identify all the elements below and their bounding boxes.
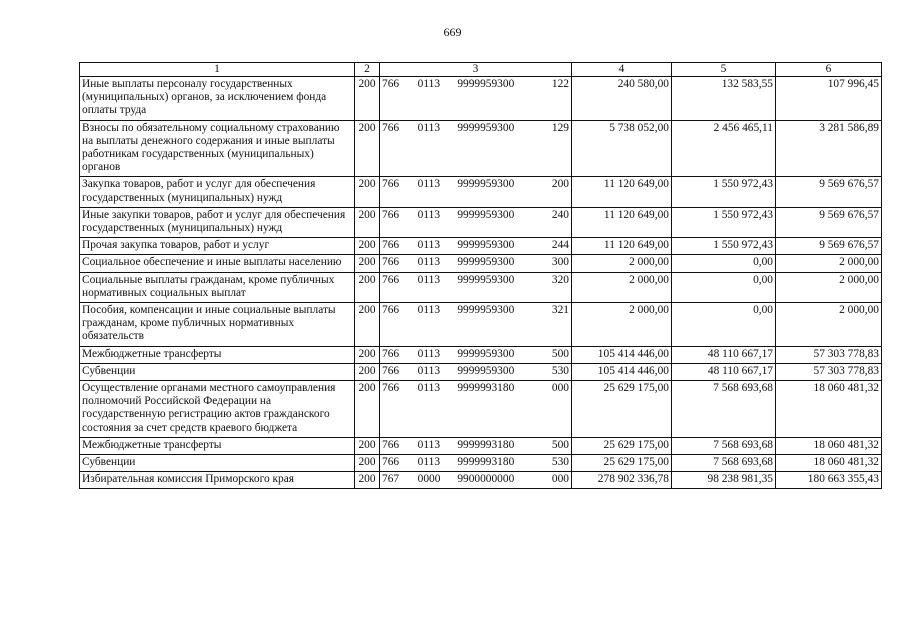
code-section: 0113 — [417, 382, 441, 395]
row-name: Закупка товаров, работ и услуг для обеспечения государственных (муниципальных) нужд — [80, 177, 355, 207]
row-budget-code — [380, 303, 572, 347]
row-amount-col6: 57 303 778,83 — [776, 363, 882, 380]
budget-code-parts — [382, 304, 569, 317]
table-row — [80, 272, 882, 302]
header-cell-2: 2 — [355, 63, 380, 77]
row-amount-col4: 11 120 649,00 — [572, 207, 672, 237]
header-cell-4: 4 — [572, 63, 672, 77]
code-ved: 766 — [382, 178, 400, 191]
row-budget-code — [380, 238, 572, 255]
table-row — [80, 346, 882, 363]
row-amount-col5: 1 550 972,43 — [672, 177, 776, 207]
row-amount-col6: 18 060 481,32 — [776, 437, 882, 454]
code-expense-type: 240 — [551, 208, 569, 221]
code-ved: 766 — [382, 239, 400, 252]
code-ved: 766 — [382, 78, 400, 90]
table-row — [80, 437, 882, 454]
code-expense-type: 320 — [551, 273, 569, 286]
code-expense-type: 129 — [551, 121, 569, 134]
code-expense-type: 530 — [551, 364, 569, 377]
code-target-article: 9999959300 — [457, 256, 515, 269]
row-amount-col5: 48 110 667,17 — [672, 363, 776, 380]
table-row — [80, 77, 882, 121]
row-amount-col5: 2 456 465,11 — [672, 120, 776, 177]
row-budget-code — [380, 272, 572, 302]
row-budget-code — [380, 255, 572, 272]
code-target-article: 9999959300 — [457, 273, 515, 286]
row-amount-col5: 0,00 — [672, 272, 776, 302]
row-amount-col4: 25 629 175,00 — [572, 455, 672, 472]
row-amount-col5: 48 110 667,17 — [672, 346, 776, 363]
row-name: Прочая закупка товаров, работ и услуг — [80, 238, 355, 255]
code-expense-type: 530 — [551, 456, 569, 469]
row-budget-code — [380, 177, 572, 207]
row-code-main-admin: 200 — [355, 437, 380, 454]
row-code-main-admin: 200 — [355, 238, 380, 255]
code-target-article: 9999959300 — [457, 178, 515, 191]
row-code-main-admin: 200 — [355, 272, 380, 302]
code-expense-type: 321 — [551, 304, 569, 317]
row-name: Субвенции — [80, 455, 355, 472]
code-expense-type: 122 — [551, 78, 569, 90]
row-name: Субвенции — [80, 363, 355, 380]
code-target-article: 9999959300 — [457, 347, 515, 360]
budget-code-parts — [382, 473, 569, 486]
table-row — [80, 303, 882, 347]
code-target-article: 9999993180 — [457, 456, 515, 469]
header-cell-3: 3 — [380, 63, 572, 77]
code-expense-type: 300 — [551, 256, 569, 269]
code-section: 0113 — [417, 256, 441, 269]
row-amount-col4: 105 414 446,00 — [572, 346, 672, 363]
table-row — [80, 363, 882, 380]
code-target-article: 9999959300 — [457, 121, 515, 134]
row-amount-col6: 2 000,00 — [776, 255, 882, 272]
budget-table — [79, 62, 882, 489]
code-target-article: 9999959300 — [457, 208, 515, 221]
row-amount-col6: 9 569 676,57 — [776, 207, 882, 237]
table-row — [80, 120, 882, 177]
row-amount-col4: 2 000,00 — [572, 303, 672, 347]
row-amount-col6: 18 060 481,32 — [776, 455, 882, 472]
page-number: 669 — [443, 25, 462, 39]
row-amount-col5: 1 550 972,43 — [672, 207, 776, 237]
code-expense-type: 200 — [551, 178, 569, 191]
header-cell-1: 1 — [80, 63, 355, 77]
row-amount-col4: 2 000,00 — [572, 272, 672, 302]
code-ved: 766 — [382, 438, 400, 451]
code-expense-type: 500 — [551, 347, 569, 360]
row-name: Межбюджетные трансферты — [80, 346, 355, 363]
budget-code-parts — [382, 382, 569, 395]
code-ved: 766 — [382, 273, 400, 286]
row-name: Осуществление органами местного самоуправления полномочий Российской Федерации на государственную регистрацию актов гражданского состояния за счет средств краевого бюджета — [80, 381, 355, 438]
row-amount-col4: 25 629 175,00 — [572, 381, 672, 438]
code-target-article: 9999959300 — [457, 78, 515, 90]
row-budget-code — [380, 363, 572, 380]
header-cell-6: 6 — [776, 63, 882, 77]
row-budget-code — [380, 207, 572, 237]
row-amount-col4: 240 580,00 — [572, 77, 672, 121]
row-code-main-admin: 200 — [355, 381, 380, 438]
budget-code-parts — [382, 239, 569, 252]
code-target-article: 9999959300 — [457, 364, 515, 377]
row-amount-col4: 5 738 052,00 — [572, 120, 672, 177]
budget-code-parts — [382, 274, 569, 287]
budget-code-parts — [382, 256, 569, 269]
table-row — [80, 177, 882, 207]
row-name: Социальное обеспечение и иные выплаты населению — [80, 255, 355, 272]
code-section: 0113 — [417, 347, 441, 360]
budget-code-parts — [382, 348, 569, 361]
code-ved: 766 — [382, 347, 400, 360]
code-section: 0113 — [417, 121, 441, 134]
row-amount-col5: 132 583,55 — [672, 77, 776, 121]
row-amount-col6: 57 303 778,83 — [776, 346, 882, 363]
code-target-article: 9900000000 — [457, 473, 515, 486]
table-row — [80, 381, 882, 438]
code-section: 0113 — [417, 239, 441, 252]
row-name: Социальные выплаты гражданам, кроме публичных нормативных социальных выплат — [80, 272, 355, 302]
code-expense-type: 500 — [551, 438, 569, 451]
row-code-main-admin: 200 — [355, 455, 380, 472]
code-section: 0113 — [417, 273, 441, 286]
budget-code-parts — [382, 365, 569, 378]
row-amount-col4: 278 902 336,78 — [572, 472, 672, 489]
row-name: Пособия, компенсации и иные социальные выплаты гражданам, кроме публичных нормативных обязательств — [80, 303, 355, 347]
row-amount-col4: 11 120 649,00 — [572, 238, 672, 255]
row-amount-col6: 9 569 676,57 — [776, 177, 882, 207]
row-budget-code — [380, 455, 572, 472]
code-ved: 767 — [382, 473, 400, 486]
row-budget-code — [380, 381, 572, 438]
row-amount-col5: 0,00 — [672, 303, 776, 347]
row-amount-col6: 2 000,00 — [776, 272, 882, 302]
row-name: Взносы по обязательному социальному страхованию на выплаты денежного содержания и иные выплаты работникам государственных (муниципальных) органов — [80, 120, 355, 177]
row-budget-code — [380, 472, 572, 489]
table-row — [80, 472, 882, 489]
code-section: 0113 — [417, 78, 441, 90]
row-code-main-admin: 200 — [355, 255, 380, 272]
code-ved: 766 — [382, 364, 400, 377]
row-budget-code — [380, 437, 572, 454]
row-code-main-admin: 200 — [355, 177, 380, 207]
code-expense-type: 000 — [551, 473, 569, 486]
table-row — [80, 207, 882, 237]
code-ved: 766 — [382, 382, 400, 395]
row-code-main-admin: 200 — [355, 77, 380, 121]
row-budget-code — [380, 77, 572, 121]
code-target-article: 9999993180 — [457, 382, 515, 395]
row-amount-col5: 7 568 693,68 — [672, 437, 776, 454]
row-amount-col6: 2 000,00 — [776, 303, 882, 347]
budget-code-parts — [382, 209, 569, 222]
code-section: 0113 — [417, 304, 441, 317]
row-code-main-admin: 200 — [355, 472, 380, 489]
row-amount-col5: 0,00 — [672, 255, 776, 272]
row-budget-code — [380, 120, 572, 177]
code-section: 0113 — [417, 456, 441, 469]
row-name: Иные выплаты персоналу государственных (муниципальных) органов, за исключением фонда оплаты труда — [80, 77, 355, 121]
code-section: 0113 — [417, 178, 441, 191]
row-name: Избирательная комиссия Приморского края — [80, 472, 355, 489]
code-ved: 766 — [382, 256, 400, 269]
row-amount-col6: 180 663 355,43 — [776, 472, 882, 489]
code-section: 0113 — [417, 208, 441, 221]
row-code-main-admin: 200 — [355, 303, 380, 347]
code-ved: 766 — [382, 304, 400, 317]
code-target-article: 9999993180 — [457, 438, 515, 451]
code-ved: 766 — [382, 121, 400, 134]
header-cell-5: 5 — [672, 63, 776, 77]
code-section: 0000 — [417, 473, 441, 486]
row-code-main-admin: 200 — [355, 346, 380, 363]
budget-code-parts — [382, 439, 569, 452]
table-header-row — [80, 63, 882, 77]
row-amount-col6: 3 281 586,89 — [776, 120, 882, 177]
row-amount-col6: 18 060 481,32 — [776, 381, 882, 438]
code-section: 0113 — [417, 438, 441, 451]
row-amount-col5: 1 550 972,43 — [672, 238, 776, 255]
row-code-main-admin: 200 — [355, 363, 380, 380]
row-amount-col4: 11 120 649,00 — [572, 177, 672, 207]
code-ved: 766 — [382, 208, 400, 221]
code-ved: 766 — [382, 456, 400, 469]
budget-code-parts — [382, 178, 569, 191]
budget-code-parts — [382, 456, 569, 469]
row-amount-col4: 25 629 175,00 — [572, 437, 672, 454]
row-amount-col4: 2 000,00 — [572, 255, 672, 272]
code-section: 0113 — [417, 364, 441, 377]
row-code-main-admin: 200 — [355, 120, 380, 177]
table-row — [80, 255, 882, 272]
row-amount-col5: 7 568 693,68 — [672, 381, 776, 438]
row-name: Межбюджетные трансферты — [80, 437, 355, 454]
row-budget-code — [380, 346, 572, 363]
code-target-article: 9999959300 — [457, 304, 515, 317]
row-amount-col6: 9 569 676,57 — [776, 238, 882, 255]
row-amount-col4: 105 414 446,00 — [572, 363, 672, 380]
row-code-main-admin: 200 — [355, 207, 380, 237]
budget-code-parts — [382, 78, 569, 91]
code-expense-type: 244 — [551, 239, 569, 252]
table-row — [80, 238, 882, 255]
row-amount-col6: 107 996,45 — [776, 77, 882, 121]
row-amount-col5: 7 568 693,68 — [672, 455, 776, 472]
budget-code-parts — [382, 122, 569, 135]
row-amount-col5: 98 238 981,35 — [672, 472, 776, 489]
budget-table-body — [80, 63, 882, 489]
code-target-article: 9999959300 — [457, 239, 515, 252]
row-name: Иные закупки товаров, работ и услуг для обеспечения государственных (муниципальных) нужд — [80, 207, 355, 237]
code-expense-type: 000 — [551, 382, 569, 395]
table-row — [80, 455, 882, 472]
